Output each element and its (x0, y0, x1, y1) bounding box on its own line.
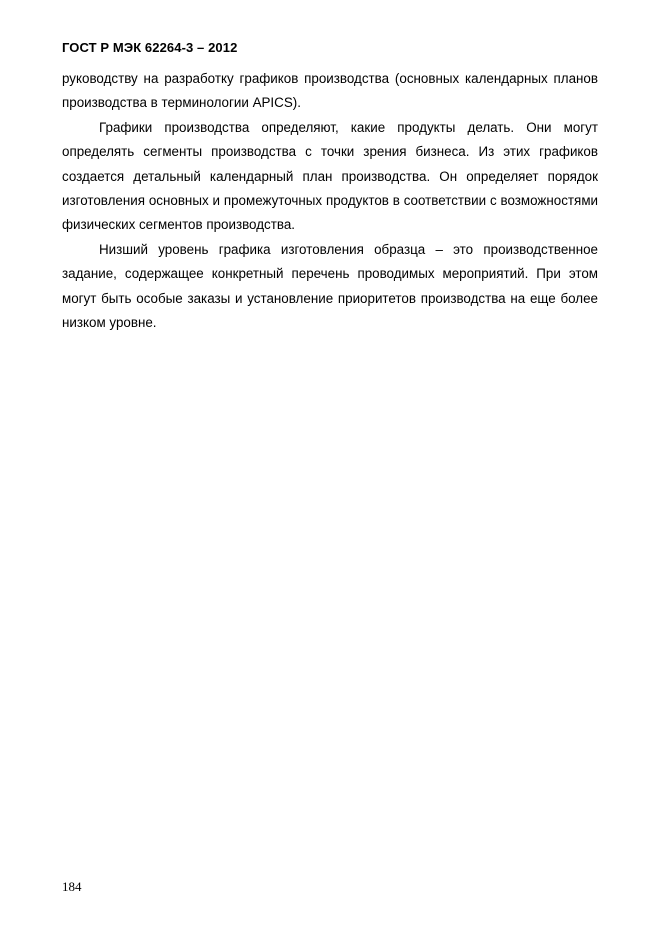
page-number: 184 (62, 879, 82, 894)
document-body (62, 67, 598, 335)
document-header: ГОСТ Р МЭК 62264-3 – 2012 (62, 40, 238, 55)
paragraph-production-schedules: Графики производства определяют, какие продукты делать. Они могут определять сегменты производства с точки зрения бизнеса. Из этих графиков создается детальный календарный план производства. Он определяет порядок изготовления основных и промежуточных продуктов в соответствии с возможностями физических сегментов производства. (62, 119, 598, 233)
paragraph-continuation: руководству на разработку графиков производства (основных календарных планов производства в терминологии APICS). (62, 71, 598, 111)
paragraph-lower-level-schedule: Низший уровень графика изготовления образца – это производственное задание, содержащее конкретный перечень проводимых мероприятий. При этом могут быть особые заказы и установление приоритетов производства на еще более низком уровне. (62, 241, 598, 331)
